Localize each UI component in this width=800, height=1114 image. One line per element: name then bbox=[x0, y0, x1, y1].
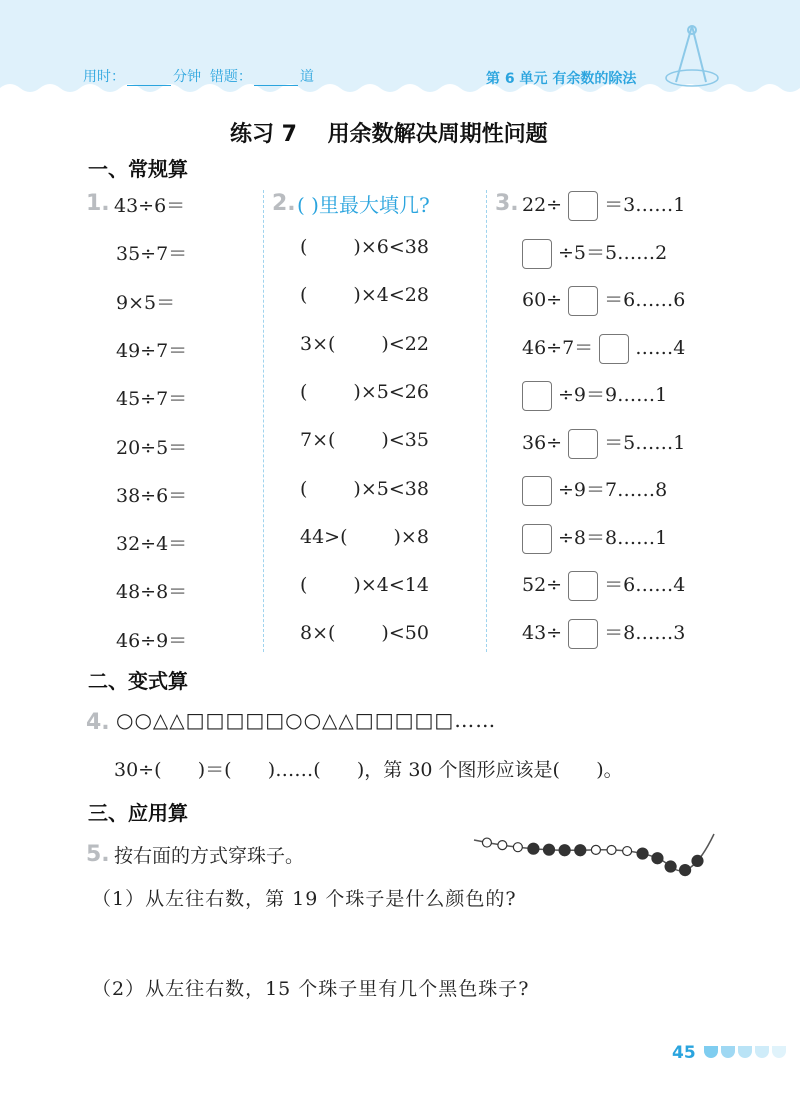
answer-box[interactable] bbox=[568, 571, 598, 601]
q3-number: 3. bbox=[495, 191, 519, 216]
q2-item bbox=[300, 622, 429, 644]
q2-item-right: )×5<26 bbox=[353, 380, 429, 403]
q4-pattern: ○○△△□□□□□○○△△□□□□□…… bbox=[116, 708, 497, 732]
q2-item bbox=[300, 333, 429, 355]
q3-item bbox=[522, 283, 685, 317]
q3-item bbox=[522, 521, 667, 555]
errors-blank[interactable] bbox=[254, 71, 298, 86]
answer-box[interactable] bbox=[568, 619, 598, 649]
q3-item-right: ÷8＝8……1 bbox=[558, 526, 668, 549]
q2-item bbox=[300, 574, 429, 596]
q2-item-right: )<35 bbox=[381, 429, 429, 452]
time-field bbox=[83, 66, 314, 86]
answer-box[interactable] bbox=[522, 239, 552, 269]
q5-number: 5. bbox=[86, 842, 110, 867]
q2-number: 2. bbox=[272, 191, 296, 216]
time-unit: 分钟 bbox=[173, 69, 201, 85]
black-bead bbox=[652, 853, 663, 864]
q2-item-left: ( bbox=[300, 380, 308, 403]
q1-item: 48÷8＝ bbox=[116, 581, 188, 604]
q2-item-right: )×5<38 bbox=[353, 477, 429, 500]
q4-line: 30÷( )＝( )……( )，第 30 个图形应该是( )。 bbox=[114, 759, 623, 781]
q3-item bbox=[522, 426, 685, 460]
q3-item-left: 22÷ bbox=[522, 194, 563, 216]
q2-item-left: 3×( bbox=[300, 332, 336, 355]
page-number: 45 bbox=[672, 1043, 696, 1063]
q1-item: 20÷5＝ bbox=[116, 436, 188, 459]
decor-dot bbox=[772, 1046, 786, 1058]
errors-unit: 道 bbox=[299, 69, 314, 85]
answer-box[interactable] bbox=[568, 191, 598, 221]
q3-item-right: ＝8……3 bbox=[604, 621, 686, 644]
q2-item-left: 8×( bbox=[300, 622, 336, 645]
white-bead bbox=[498, 841, 507, 850]
q2-item-right: )<50 bbox=[381, 622, 429, 645]
unit-title: 第 6 单元 有余数的除法 bbox=[486, 71, 637, 87]
time-blank[interactable] bbox=[127, 71, 171, 86]
q5-sub2: （2）从左往右数，15 个珠子里有几个黑色珠子? bbox=[92, 978, 530, 1000]
q3-item-left: 43÷ bbox=[522, 621, 563, 644]
answer-box[interactable] bbox=[522, 524, 552, 554]
white-bead bbox=[482, 838, 491, 847]
q2-item-right: )<22 bbox=[381, 332, 429, 355]
decor-dot bbox=[755, 1046, 769, 1058]
q3-item-right: ÷5＝5……2 bbox=[558, 241, 668, 264]
q1-item: 9×5＝ bbox=[116, 291, 176, 314]
answer-box[interactable] bbox=[568, 429, 598, 459]
black-bead bbox=[665, 861, 676, 872]
q3-item-right: ＝5……1 bbox=[604, 431, 686, 454]
compass-icon bbox=[662, 22, 722, 92]
section1-heading: 一、常规算 bbox=[88, 157, 188, 181]
q3-item bbox=[522, 236, 667, 270]
q5-sub1: （1）从左往右数，第 19 个珠子是什么颜色的? bbox=[92, 888, 517, 910]
q3-item-left: 52÷ bbox=[522, 574, 563, 596]
q3-item-right: ÷9＝7……8 bbox=[558, 479, 668, 501]
q3-item bbox=[522, 568, 685, 602]
q2-item-left: 7×( bbox=[300, 429, 336, 452]
q3-item bbox=[522, 616, 685, 650]
decor-dot bbox=[721, 1046, 735, 1058]
q3-item-right: ＝6……6 bbox=[604, 289, 686, 311]
white-bead bbox=[513, 843, 522, 852]
q2-item-left: ( bbox=[300, 574, 308, 597]
q2-item bbox=[300, 526, 429, 548]
q1-item: 32÷4＝ bbox=[116, 533, 188, 556]
q1-item: 49÷7＝ bbox=[116, 339, 188, 362]
q3-item bbox=[522, 331, 685, 365]
q1-item: 43÷6＝ bbox=[114, 195, 186, 217]
black-bead bbox=[575, 845, 586, 856]
q2-item bbox=[300, 284, 429, 306]
black-bead bbox=[692, 855, 703, 866]
q2-item-left: 44>( bbox=[300, 525, 348, 548]
q1-item: 38÷6＝ bbox=[116, 484, 188, 507]
q2-item-left: ( bbox=[300, 236, 308, 258]
q3-item-right: ＝6……4 bbox=[604, 574, 686, 596]
q3-item-right: ÷9＝9……1 bbox=[558, 384, 668, 406]
q2-item bbox=[300, 236, 429, 258]
q3-item bbox=[522, 378, 667, 412]
q2-item-right: )×4<14 bbox=[353, 574, 429, 597]
q1-item: 46÷9＝ bbox=[116, 629, 188, 652]
q2-item-left: ( bbox=[300, 477, 308, 500]
black-bead bbox=[559, 845, 570, 856]
q2-item bbox=[300, 429, 429, 451]
black-bead bbox=[528, 843, 539, 854]
q1-number: 1. bbox=[86, 191, 110, 216]
q4-number: 4. bbox=[86, 710, 110, 735]
section3-heading: 三、应用算 bbox=[88, 801, 188, 825]
q2-item bbox=[300, 381, 429, 403]
q3-item bbox=[522, 188, 685, 222]
q3-item-left: 60÷ bbox=[522, 289, 563, 311]
black-bead bbox=[680, 865, 691, 876]
q1-item: 35÷7＝ bbox=[116, 243, 188, 266]
q5-text: 按右面的方式穿珠子。 bbox=[114, 845, 305, 867]
black-bead bbox=[637, 848, 648, 859]
q3-item-left: 46÷7＝ bbox=[522, 336, 594, 359]
q2-item-right: )×4<28 bbox=[353, 284, 429, 307]
q1-item: 45÷7＝ bbox=[116, 388, 188, 411]
divider bbox=[486, 190, 487, 652]
q2-item bbox=[300, 478, 429, 500]
q3-item-right: ＝3……1 bbox=[604, 194, 686, 216]
q3-item-left: 36÷ bbox=[522, 431, 563, 454]
answer-box[interactable] bbox=[568, 286, 598, 316]
errors-label: 错题： bbox=[209, 69, 252, 85]
time-label: 用时： bbox=[83, 69, 125, 85]
white-bead bbox=[607, 845, 616, 854]
answer-box[interactable] bbox=[522, 381, 552, 411]
decor-dot bbox=[704, 1046, 718, 1058]
q2-item-right: )×8 bbox=[393, 525, 429, 548]
answer-box[interactable] bbox=[522, 476, 552, 506]
black-bead bbox=[544, 844, 555, 855]
answer-box[interactable] bbox=[599, 334, 629, 364]
bead-string bbox=[470, 828, 720, 878]
page-title: 练习 7 用余数解决周期性问题 bbox=[230, 122, 548, 147]
q3-item bbox=[522, 473, 667, 507]
page-footer bbox=[672, 1043, 786, 1063]
divider bbox=[263, 190, 264, 652]
white-bead bbox=[591, 845, 600, 854]
section2-heading: 二、变式算 bbox=[88, 669, 188, 693]
q2-item-left: ( bbox=[300, 284, 308, 307]
q3-item-right: ……4 bbox=[635, 336, 686, 359]
q2-item-right: )×6<38 bbox=[353, 236, 429, 258]
decor-dot bbox=[738, 1046, 752, 1058]
white-bead bbox=[623, 847, 632, 856]
q2-title: ( )里最大填几? bbox=[297, 193, 430, 217]
